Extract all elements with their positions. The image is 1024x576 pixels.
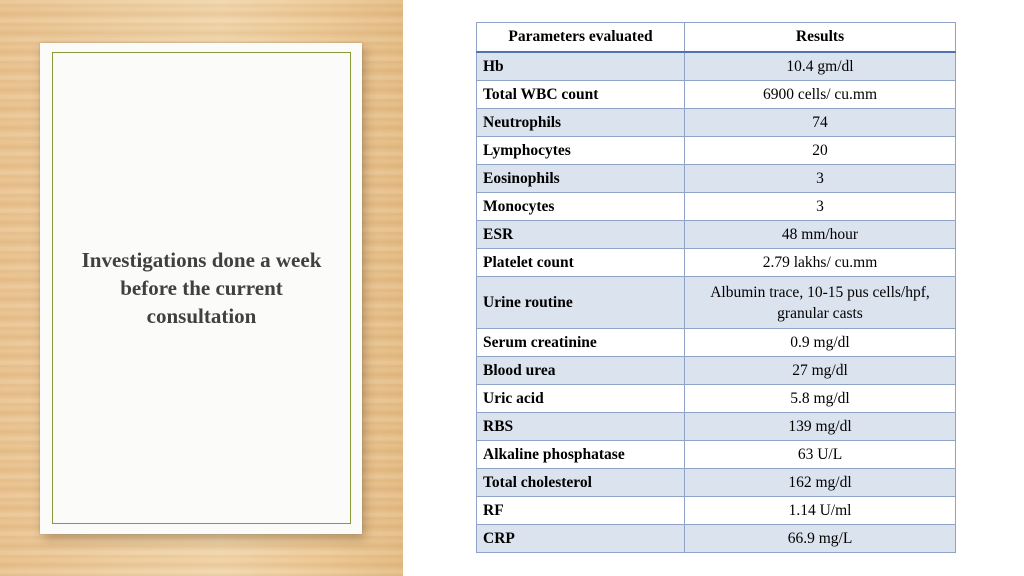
table-row — [477, 221, 956, 249]
table-row — [477, 329, 956, 357]
result-cell: 2.79 lakhs/ cu.mm — [685, 249, 956, 277]
result-cell: 27 mg/dl — [685, 357, 956, 385]
table-row — [477, 441, 956, 469]
table-row — [477, 413, 956, 441]
wood-background — [0, 0, 403, 576]
param-cell: RF — [477, 497, 685, 525]
table-row — [477, 165, 956, 193]
param-cell: Serum creatinine — [477, 329, 685, 357]
param-cell: Lymphocytes — [477, 137, 685, 165]
table-header-row — [477, 23, 956, 53]
result-cell: 74 — [685, 109, 956, 137]
param-cell: Platelet count — [477, 249, 685, 277]
result-cell: Albumin trace, 10-15 pus cells/hpf, granular casts — [685, 277, 956, 329]
param-cell: ESR — [477, 221, 685, 249]
result-cell: 6900 cells/ cu.mm — [685, 81, 956, 109]
table-row — [477, 357, 956, 385]
table-row — [477, 385, 956, 413]
table-row — [477, 109, 956, 137]
param-cell: RBS — [477, 413, 685, 441]
result-cell: 139 mg/dl — [685, 413, 956, 441]
param-cell: Eosinophils — [477, 165, 685, 193]
header-results: Results — [685, 23, 956, 53]
title-card — [40, 43, 362, 534]
result-cell: 3 — [685, 165, 956, 193]
header-parameters: Parameters evaluated — [477, 23, 685, 53]
param-cell: Total WBC count — [477, 81, 685, 109]
result-cell: 0.9 mg/dl — [685, 329, 956, 357]
param-cell: CRP — [477, 525, 685, 553]
table-row — [477, 193, 956, 221]
title-card-border — [52, 52, 351, 524]
slide-title: Investigations done a week before the current consultation — [81, 248, 322, 328]
table-row — [477, 277, 956, 329]
results-table — [476, 22, 956, 553]
result-cell: 66.9 mg/L — [685, 525, 956, 553]
table-row — [477, 525, 956, 553]
result-cell: 10.4 gm/dl — [685, 52, 956, 81]
param-cell: Total cholesterol — [477, 469, 685, 497]
result-cell: 5.8 mg/dl — [685, 385, 956, 413]
param-cell: Urine routine — [477, 277, 685, 329]
param-cell: Monocytes — [477, 193, 685, 221]
table-row — [477, 81, 956, 109]
result-cell: 63 U/L — [685, 441, 956, 469]
param-cell: Neutrophils — [477, 109, 685, 137]
result-cell: 20 — [685, 137, 956, 165]
param-cell: Blood urea — [477, 357, 685, 385]
result-cell: 162 mg/dl — [685, 469, 956, 497]
table-row — [477, 249, 956, 277]
result-cell: 1.14 U/ml — [685, 497, 956, 525]
result-cell: 3 — [685, 193, 956, 221]
param-cell: Uric acid — [477, 385, 685, 413]
param-cell: Alkaline phosphatase — [477, 441, 685, 469]
table-row — [477, 497, 956, 525]
table-row — [477, 137, 956, 165]
result-cell: 48 mm/hour — [685, 221, 956, 249]
table-row — [477, 52, 956, 81]
param-cell: Hb — [477, 52, 685, 81]
table-row — [477, 469, 956, 497]
